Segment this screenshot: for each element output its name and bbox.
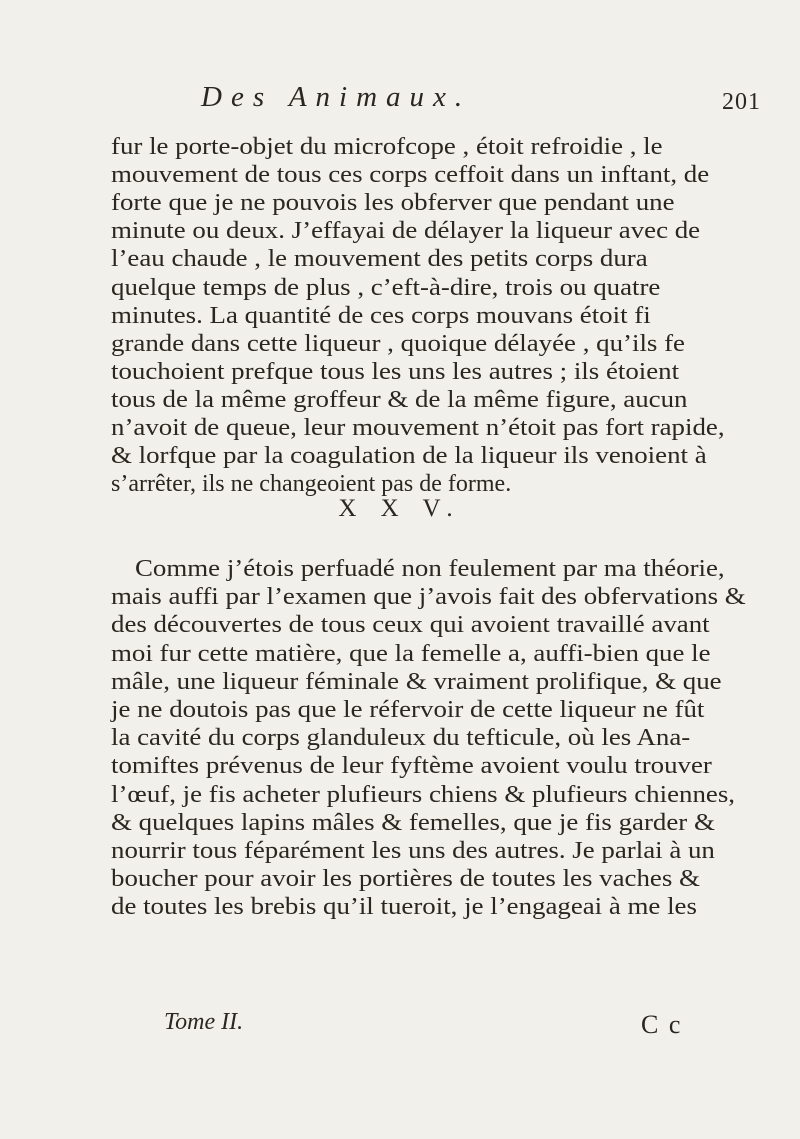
text-line: tous de la même groffeur & de la même figure, aucun xyxy=(111,386,688,413)
text-line: mouvement de tous ces corps ceffoit dans un inftant, de xyxy=(111,162,710,189)
text-line: Comme j’étois perfuadé non feulement par ma théorie, xyxy=(135,556,725,582)
text-line: & lorfque par la coagulation de la liqueur ils venoient à xyxy=(111,443,707,470)
text-line: quelque temps de plus , c’eft-à-dire, trois ou quatre xyxy=(111,274,661,301)
text-line: boucher pour avoir les portières de toutes les vaches & xyxy=(111,866,700,893)
text-line: fur le porte-objet du microfcope , étoit refroidie , le xyxy=(111,134,663,160)
text-line: moi fur cette matière, que la femelle a, auffi-bien que le xyxy=(111,640,711,667)
text-line: mâle, une liqueur féminale & vraiment prolifique, & que xyxy=(111,668,722,695)
section-heading: X X V. xyxy=(338,495,462,522)
text-line: minute ou deux. J’effayai de délayer la liqueur avec de xyxy=(111,218,701,245)
text-line: l’œuf, je fis acheter plufieurs chiens & plufieurs chiennes, xyxy=(111,781,736,808)
text-line: je ne doutois pas que le réfervoir de cette liqueur ne fût xyxy=(111,697,705,723)
text-line: grande dans cette liqueur , quoique délayée , qu’ils fe xyxy=(111,330,685,357)
text-line: l’eau chaude , le mouvement des petits corps dura xyxy=(111,246,648,273)
text-line: minutes. La quantité de ces corps mouvans étoit fi xyxy=(111,302,651,329)
running-head-title: Des Animaux. xyxy=(201,81,472,113)
text-line: n’avoit de queue, leur mouvement n’étoit pas fort rapide, xyxy=(111,415,725,441)
signature-mark: C c xyxy=(641,1010,683,1039)
running-head xyxy=(201,81,761,121)
text-line: touchoient prefque tous les uns les autres ; ils étoient xyxy=(111,358,680,385)
text-line: mais auffi par l’examen que j’avois fait des obfervations & xyxy=(111,584,746,611)
text-line: s’arrêter, ils ne changeoient pas de forme. xyxy=(111,471,512,498)
text-line: tomiftes prévenus de leur fyftème avoient voulu trouver xyxy=(111,753,712,780)
page-number: 201 xyxy=(722,89,761,115)
text-line: la cavité du corps glanduleux du tefticule, où les Ana- xyxy=(111,725,691,752)
text-line: & quelques lapins mâles & femelles, que je fis garder & xyxy=(111,809,715,836)
text-line: forte que je ne pouvois les obferver que pendant une xyxy=(111,190,675,217)
text-line: nourrir tous féparément les uns des autres. Je parlai à un xyxy=(111,838,715,864)
volume-label: Tome II. xyxy=(164,1009,244,1035)
text-line: des découvertes de tous ceux qui avoient travaillé avant xyxy=(111,612,710,639)
text-line: de toutes les brebis qu’il tueroit, je l’engageai à me les xyxy=(111,894,697,921)
